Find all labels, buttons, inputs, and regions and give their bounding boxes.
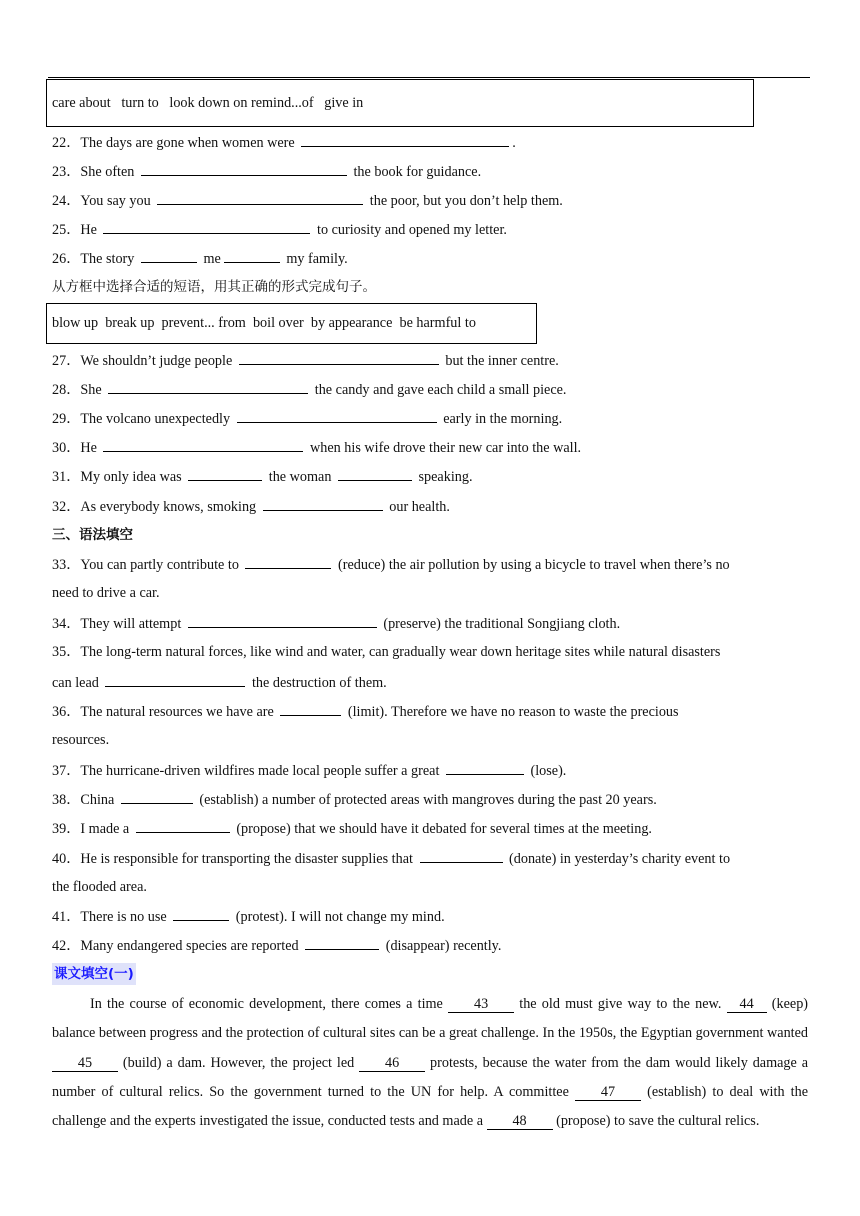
answer-blank[interactable] [188, 613, 377, 628]
question-42: 42．Many endangered species are reported (disappear) recently. [52, 935, 501, 956]
phrase-box-1-text: care about turn to look down on remind...of give in [52, 94, 364, 111]
answer-blank[interactable] [103, 219, 310, 234]
question-25: 25．He to curiosity and opened my letter. [52, 219, 507, 240]
answer-blank[interactable] [157, 190, 363, 205]
answer-blank[interactable] [103, 437, 303, 452]
section-heading: 三、语法填空 [52, 527, 133, 543]
answer-blank[interactable] [446, 760, 524, 775]
answer-blank[interactable] [141, 161, 347, 176]
answer-blank[interactable] [305, 935, 379, 950]
question-33-cont: need to drive a car. [52, 585, 160, 601]
answer-blank[interactable] [338, 466, 412, 481]
answer-blank[interactable] [263, 496, 383, 511]
answer-blank[interactable] [188, 466, 262, 481]
blank-43[interactable]: 43 [448, 996, 514, 1013]
question-40: 40．He is responsible for transporting the disaster supplies that (donate) in yesterday’s charity event to [52, 848, 730, 869]
question-36: 36．The natural resources we have are (limit). Therefore we have no reason to waste the precious [52, 701, 679, 722]
reading-title: 课文填空(一) [52, 963, 136, 985]
answer-blank[interactable] [239, 350, 439, 365]
answer-blank[interactable] [245, 554, 331, 569]
question-30: 30．He when his wife drove their new car into the wall. [52, 437, 581, 458]
blank-46[interactable]: 46 [359, 1055, 425, 1072]
question-26: 26．The story me my family. [52, 248, 348, 269]
phrase-box-2-text: blow up break up prevent... from boil over by appearance be harmful to [52, 315, 476, 331]
question-34: 34．They will attempt (preserve) the traditional Songjiang cloth. [52, 613, 620, 634]
answer-blank[interactable] [108, 379, 308, 394]
blank-47[interactable]: 47 [575, 1084, 641, 1101]
question-29: 29．The volcano unexpectedly early in the morning. [52, 408, 562, 429]
question-35: 35．The long-term natural forces, like wind and water, can gradually wear down heritage sites while natural disasters [52, 644, 721, 660]
answer-blank[interactable] [301, 132, 509, 147]
answer-blank[interactable] [173, 906, 229, 921]
question-41: 41．There is no use (protest). I will not change my mind. [52, 906, 445, 927]
answer-blank[interactable] [224, 248, 280, 263]
answer-blank[interactable] [141, 248, 197, 263]
question-23: 23．She often the book for guidance. [52, 161, 481, 182]
question-31: 31．My only idea was the woman speaking. [52, 466, 473, 487]
reading-passage: In the course of economic development, there comes a time 43 the old must give way to the new. 44 (keep) balance between progress and the protection of cultural sites can be a great challenge. In the 1950s, the Egyptian government wanted 45 (build) a dam. However, the project led 46 protests, because the water from the dam would likely damage a number of cultural relics. So the government turned to the UN for help. A committee 47 (establish) to deal with the challenge and the experts investigated the issue, conducted tests and made a 48 (propose) to save the cultural relics. [52, 996, 809, 1130]
question-24: 24．You say you the poor, but you don’t help them. [52, 190, 563, 211]
header-rule [48, 77, 810, 78]
question-39: 39．I made a (propose) that we should have it debated for several times at the meeting. [52, 818, 652, 839]
question-27: 27．We shouldn’t judge people but the inner centre. [52, 350, 559, 371]
question-28: 28．She the candy and gave each child a small piece. [52, 379, 566, 400]
question-36-cont: resources. [52, 732, 110, 748]
question-33: 33．You can partly contribute to (reduce) the air pollution by using a bicycle to travel when there’s no [52, 554, 730, 575]
answer-blank[interactable] [136, 818, 230, 833]
question-38: 38．China (establish) a number of protected areas with mangroves during the past 20 years. [52, 789, 657, 810]
answer-blank[interactable] [105, 672, 245, 687]
question-40-cont: the flooded area. [52, 879, 147, 895]
phrase-box-1 [46, 79, 754, 127]
question-32: 32．As everybody knows, smoking our health. [52, 496, 450, 517]
blank-45[interactable]: 45 [52, 1055, 118, 1072]
question-37: 37．The hurricane-driven wildfires made local people suffer a great (lose). [52, 760, 566, 781]
question-22: 22．The days are gone when women were . [52, 132, 516, 153]
blank-44[interactable]: 44 [727, 996, 767, 1013]
answer-blank[interactable] [280, 701, 341, 716]
phrase-box-2 [46, 303, 537, 344]
answer-blank[interactable] [237, 408, 437, 423]
answer-blank[interactable] [121, 789, 193, 804]
blank-48[interactable]: 48 [487, 1113, 553, 1130]
instruction: 从方框中选择合适的短语，用其正确的形式完成句子。 [52, 279, 376, 295]
question-35-cont: can lead the destruction of them. [52, 672, 387, 693]
answer-blank[interactable] [420, 848, 503, 863]
